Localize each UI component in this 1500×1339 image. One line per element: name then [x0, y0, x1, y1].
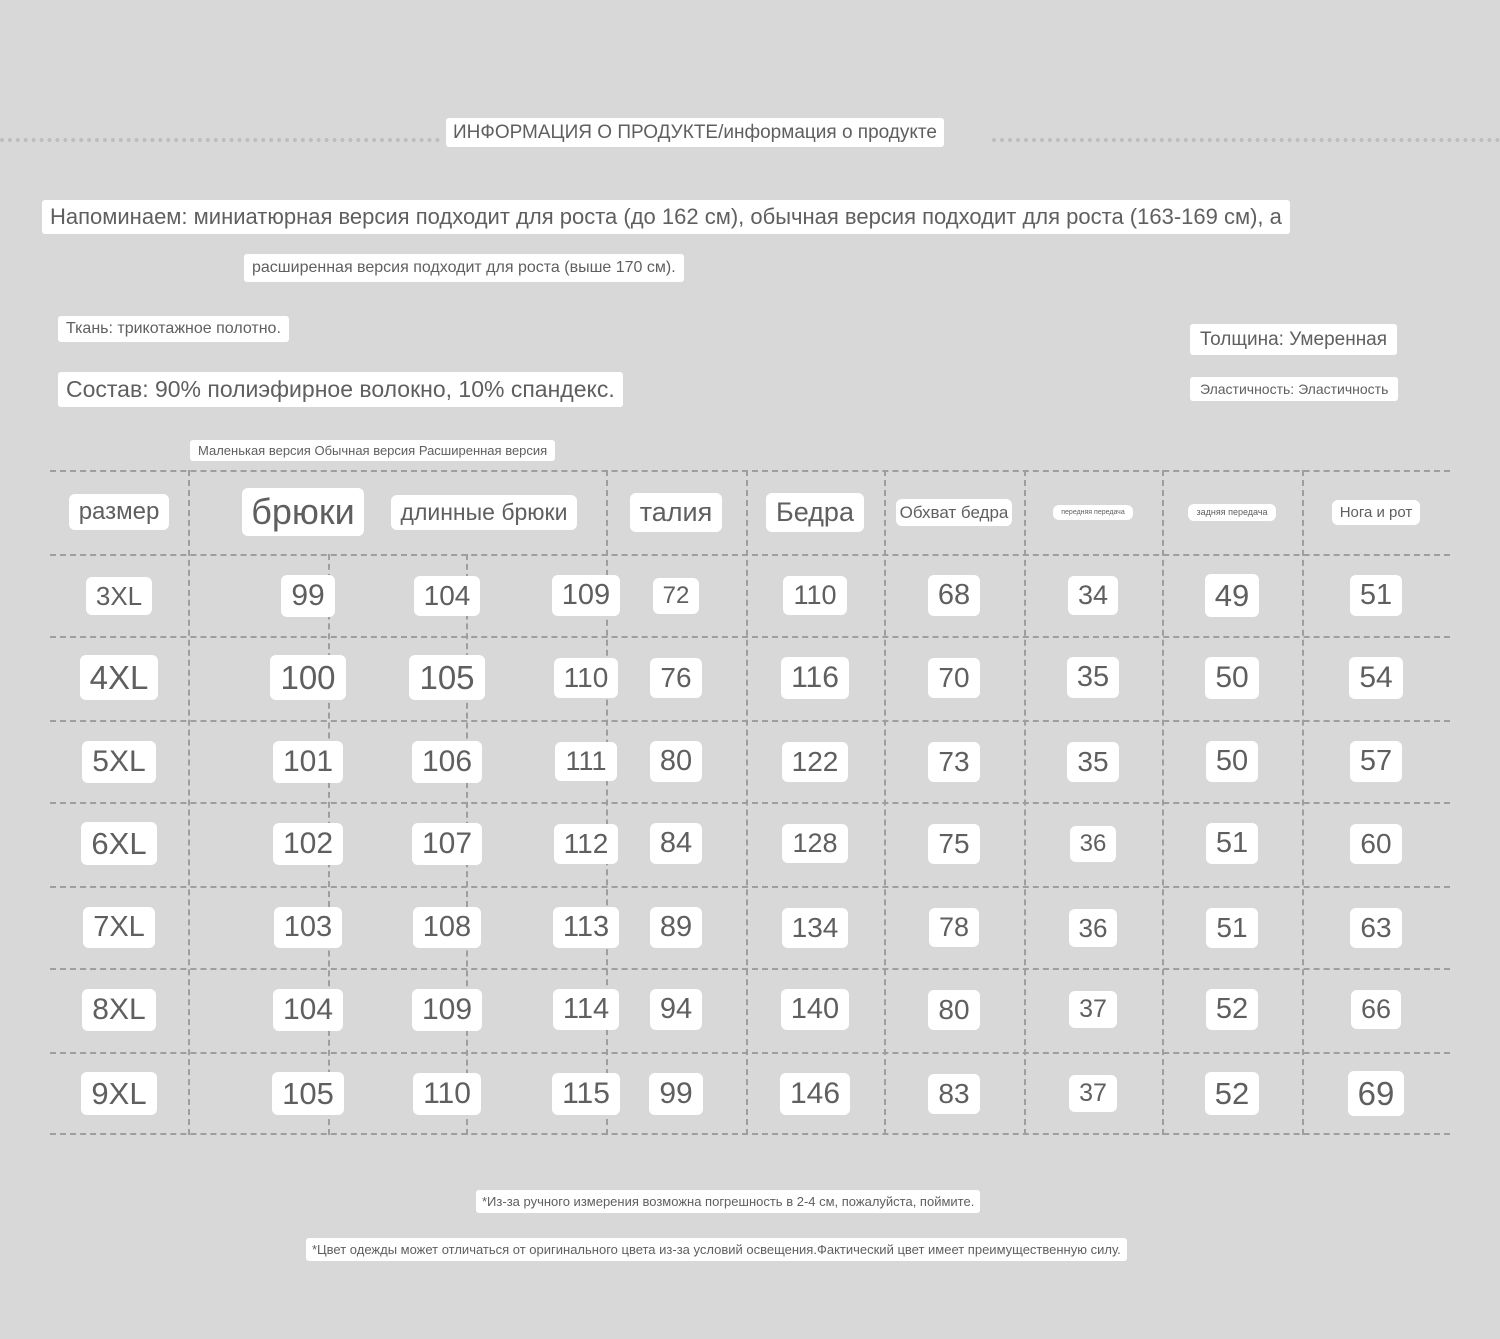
size-label-cell: [50, 636, 188, 719]
fabric-info: Ткань: трикотажное полотно.: [58, 316, 289, 342]
measurement-cell: [238, 968, 378, 1051]
measurement-cell: [238, 720, 378, 803]
size-label-cell: [50, 1052, 188, 1135]
measurement-cell: [746, 554, 884, 637]
measurement-value: 35: [1067, 742, 1118, 782]
measurement-value: 104: [414, 576, 481, 616]
measurement-value: 70: [928, 658, 979, 698]
measurement-cell: [884, 554, 1024, 637]
measurement-value: 109: [412, 989, 482, 1031]
size-table: [50, 470, 1450, 1135]
measurement-value: 134: [782, 908, 849, 948]
color-note: *Цвет одежды может отличаться от оригинального цвета из-за условий освещения.Фактический цвет имеет преимущественную силу.: [306, 1238, 1127, 1261]
elasticity-info: Эластичность: Эластичность: [1190, 377, 1398, 401]
measurement-cell: [1024, 554, 1162, 637]
size-label: 9XL: [81, 1072, 156, 1115]
measurement-cell: [1302, 886, 1450, 969]
column-header-hips: Бедра: [766, 493, 864, 532]
measurement-value: 51: [1206, 908, 1257, 948]
measurement-cell: [378, 720, 516, 803]
measurement-value: 75: [928, 824, 979, 864]
measurement-value: 94: [650, 989, 702, 1030]
measurement-cell: [1302, 554, 1450, 637]
measurement-cell: [606, 886, 746, 969]
measurement-value: 73: [928, 742, 979, 782]
measurement-cell: [746, 636, 884, 719]
size-label: 8XL: [82, 989, 155, 1031]
measurement-cell: [238, 636, 378, 719]
measurement-cell: [606, 802, 746, 885]
measurement-cell: [606, 720, 746, 803]
measurement-value: 52: [1205, 1072, 1259, 1115]
measurement-value: 140: [781, 989, 849, 1030]
height-reminder-line1: Напоминаем: миниатюрная версия подходит для роста (до 162 см), обычная версия подходит для роста (163-169 см), а: [42, 200, 1290, 234]
measurement-cell: [1302, 802, 1450, 885]
measurement-cell: [1302, 968, 1450, 1051]
measurement-value: 36: [1070, 826, 1117, 862]
measurement-cell: [884, 968, 1024, 1051]
measurement-value: 99: [281, 575, 334, 617]
measurement-value: 50: [1205, 657, 1258, 699]
measurement-value: 106: [412, 741, 482, 783]
measurement-value: 80: [650, 741, 702, 782]
measurement-value: 80: [928, 990, 979, 1030]
measurement-cell: [1024, 636, 1162, 719]
measurement-value: 105: [409, 655, 484, 700]
measurement-value: 114: [553, 989, 619, 1030]
measurement-value: 69: [1348, 1071, 1405, 1116]
measurement-value: 83: [928, 1074, 979, 1114]
column-header-front-rise: передняя передача: [1053, 505, 1132, 520]
measurement-value: 112: [554, 824, 619, 864]
measurement-cell: [884, 802, 1024, 885]
measurement-value: 50: [1206, 741, 1258, 782]
measurement-value: 36: [1069, 909, 1118, 947]
measurement-value: 105: [272, 1072, 344, 1115]
measurement-value: 52: [1206, 989, 1258, 1030]
measurement-cell: [884, 1052, 1024, 1135]
measurement-value: 34: [1068, 576, 1118, 615]
column-header-pants: брюки: [242, 488, 364, 536]
thickness-info: Толщина: Умеренная: [1190, 324, 1397, 355]
measurement-cell: [1302, 636, 1450, 719]
measurement-value: 37: [1069, 1075, 1117, 1112]
measurement-cell: [1302, 1052, 1450, 1135]
measurement-value: 128: [782, 824, 847, 863]
size-label: 6XL: [81, 822, 156, 865]
measurement-cell: [378, 968, 516, 1051]
title-divider-left: [0, 138, 440, 142]
measurement-value: 122: [782, 742, 849, 782]
measurement-value: 113: [553, 907, 619, 948]
measurement-value: 54: [1349, 657, 1402, 699]
measurement-cell: [606, 636, 746, 719]
measurement-cell: [746, 1052, 884, 1135]
measurement-note: *Из-за ручного измерения возможна погрешность в 2-4 см, пожалуйста, поймите.: [476, 1190, 980, 1213]
header-row: [50, 470, 1450, 554]
measurement-value: 84: [650, 823, 702, 864]
measurement-cell: [1162, 554, 1302, 637]
size-label-cell: [50, 968, 188, 1051]
measurement-value: 51: [1350, 575, 1402, 616]
measurement-value: 102: [273, 823, 343, 865]
measurement-cell: [1024, 1052, 1162, 1135]
size-label: 4XL: [80, 655, 159, 700]
measurement-value: 100: [270, 655, 345, 700]
height-reminder-line2: расширенная версия подходит для роста (выше 170 см).: [244, 254, 684, 282]
measurement-cell: [1162, 636, 1302, 719]
measurement-value: 116: [781, 657, 849, 699]
measurement-value: 68: [928, 575, 980, 616]
measurement-value: 111: [555, 742, 616, 781]
measurement-cell: [606, 968, 746, 1051]
measurement-cell: [1162, 802, 1302, 885]
measurement-cell: [1162, 720, 1302, 803]
measurement-cell: [1162, 1052, 1302, 1135]
measurement-value: 109: [552, 575, 620, 616]
measurement-cell: [1162, 968, 1302, 1051]
measurement-cell: [378, 886, 516, 969]
measurement-value: 78: [929, 908, 979, 947]
measurement-cell: [606, 1052, 746, 1135]
measurement-cell: [1162, 886, 1302, 969]
versions-label: Маленькая версия Обычная версия Расширенная версия: [190, 440, 555, 461]
size-label-cell: [50, 720, 188, 803]
measurement-cell: [884, 636, 1024, 719]
size-label-cell: [50, 802, 188, 885]
measurement-value: 66: [1351, 990, 1401, 1029]
measurement-value: 101: [273, 741, 343, 783]
measurement-value: 110: [783, 576, 846, 615]
size-label: 3XL: [86, 577, 152, 615]
measurement-value: 115: [552, 1073, 620, 1115]
measurement-value: 57: [1350, 741, 1402, 782]
measurement-cell: [746, 720, 884, 803]
column-header-long-pants: длинные брюки: [391, 495, 578, 530]
measurement-cell: [746, 968, 884, 1051]
measurement-value: 104: [273, 989, 343, 1031]
measurement-cell: [378, 802, 516, 885]
measurement-cell: [238, 1052, 378, 1135]
measurement-cell: [746, 886, 884, 969]
measurement-cell: [1024, 968, 1162, 1051]
measurement-value: 51: [1206, 823, 1258, 864]
measurement-value: 108: [413, 907, 481, 948]
measurement-value: 37: [1069, 991, 1117, 1028]
measurement-cell: [238, 802, 378, 885]
measurement-value: 103: [274, 907, 342, 948]
measurement-cell: [884, 886, 1024, 969]
title-divider-right: [992, 138, 1500, 142]
measurement-value: 76: [650, 658, 701, 698]
size-label: 5XL: [82, 741, 155, 783]
measurement-value: 35: [1067, 657, 1119, 698]
measurement-value: 110: [554, 658, 619, 698]
column-header-leg-opening: Нога и рот: [1332, 500, 1421, 525]
measurement-cell: [378, 636, 516, 719]
column-header-size: размер: [69, 494, 170, 530]
column-divider: [188, 470, 190, 1135]
measurement-cell: [378, 1052, 516, 1135]
column-header-thigh: Обхват бедра: [896, 499, 1013, 526]
page-title: ИНФОРМАЦИЯ О ПРОДУКТЕ/информация о продукте: [446, 118, 944, 147]
measurement-cell: [1024, 886, 1162, 969]
measurement-value: 72: [653, 578, 700, 614]
measurement-value: 110: [413, 1073, 481, 1115]
measurement-value: 89: [650, 907, 702, 948]
column-header-back-rise: задняя передача: [1188, 504, 1275, 521]
measurement-value: 63: [1350, 908, 1401, 948]
measurement-cell: [1024, 720, 1162, 803]
measurement-value: 146: [780, 1073, 850, 1115]
composition-info: Состав: 90% полиэфирное волокно, 10% спандекс.: [58, 372, 623, 407]
measurement-cell: [378, 554, 516, 637]
measurement-value: 99: [649, 1073, 702, 1115]
size-label-cell: [50, 554, 188, 637]
size-label: 7XL: [83, 907, 155, 948]
measurement-value: 49: [1205, 574, 1259, 617]
measurement-cell: [746, 802, 884, 885]
measurement-cell: [1302, 720, 1450, 803]
measurement-cell: [884, 720, 1024, 803]
measurement-value: 107: [412, 823, 482, 865]
measurement-cell: [238, 886, 378, 969]
column-header-waist: талия: [630, 493, 723, 532]
measurement-cell: [606, 554, 746, 637]
measurement-value: 60: [1350, 824, 1401, 864]
measurement-cell: [238, 554, 378, 637]
size-label-cell: [50, 886, 188, 969]
measurement-cell: [1024, 802, 1162, 885]
